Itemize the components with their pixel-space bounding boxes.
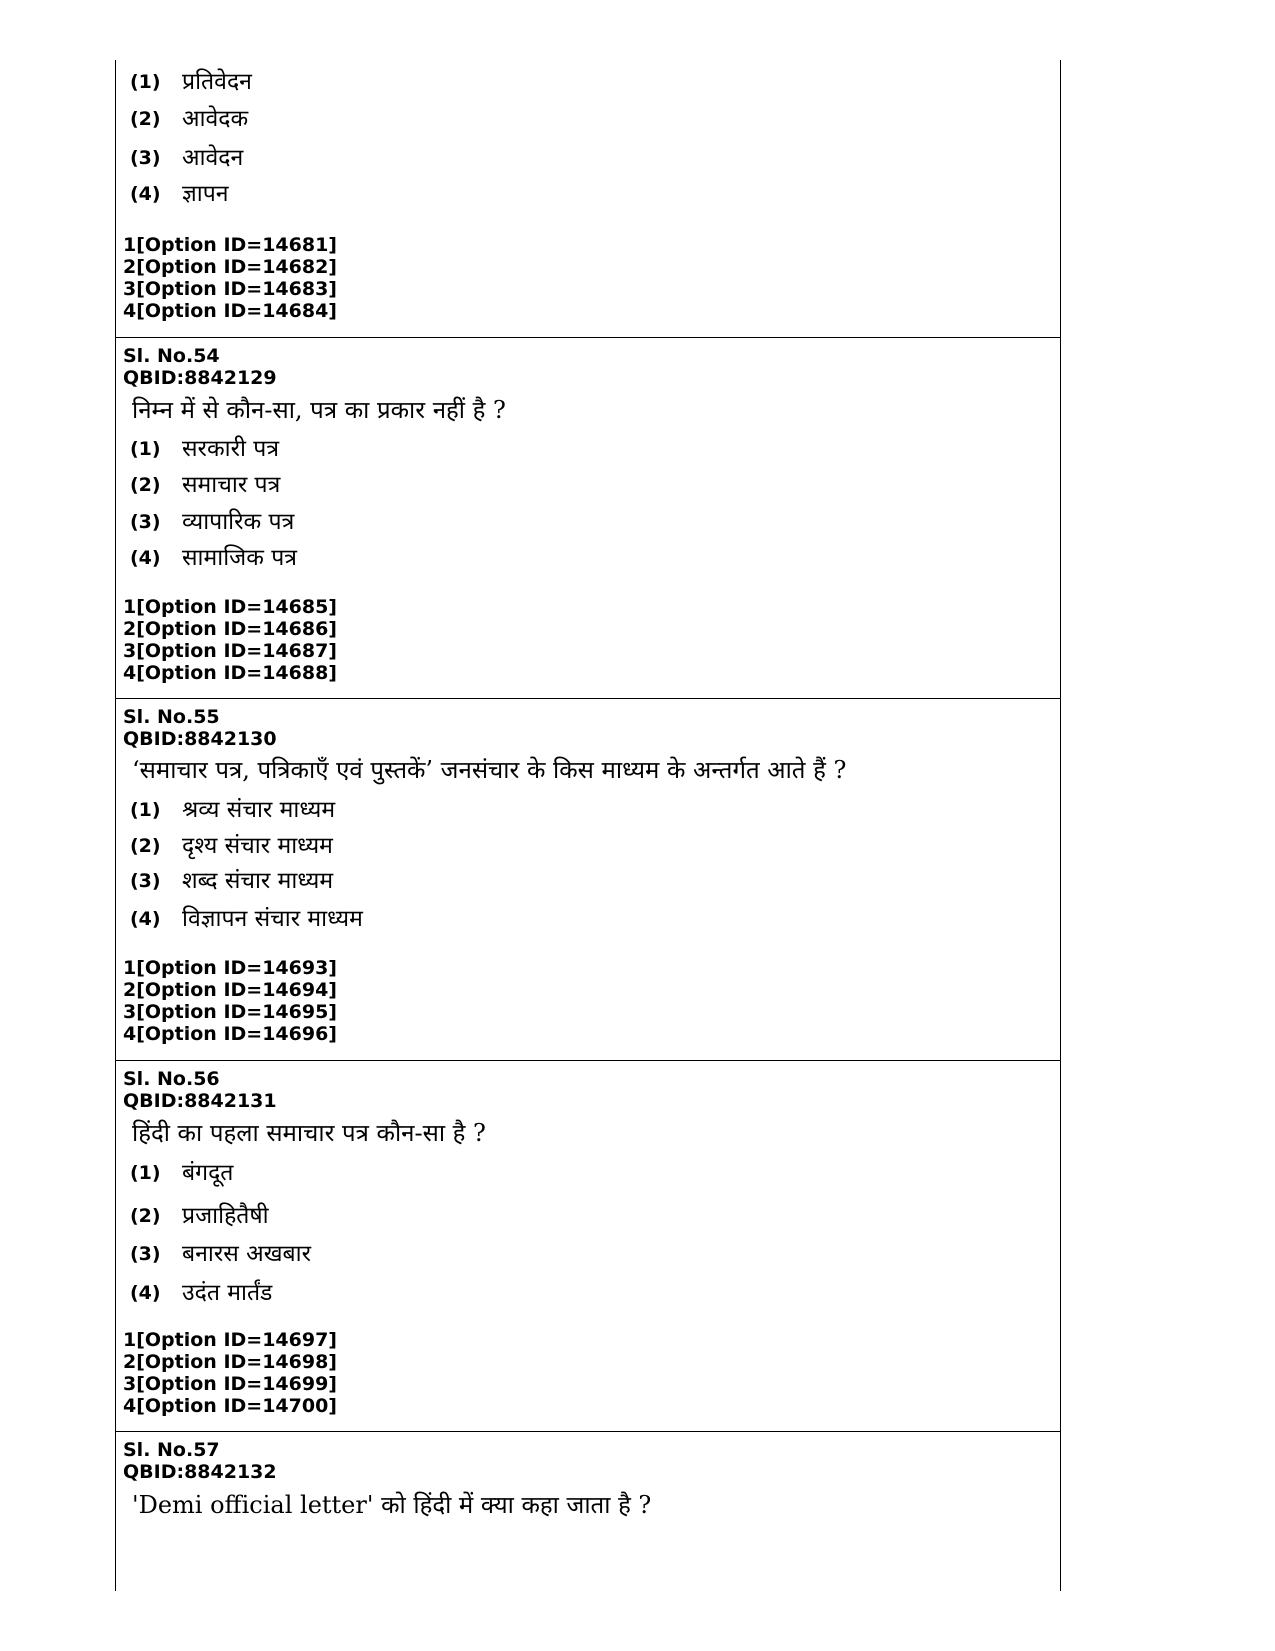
option-text: प्रजाहितैषी <box>182 1203 269 1229</box>
option-text: बंगदूत <box>182 1160 234 1186</box>
option-id: 3[Option ID=14699] <box>123 1373 337 1395</box>
option-number: (2) <box>130 1205 161 1227</box>
question-block <box>116 1431 1060 1592</box>
option-row <box>116 103 1060 135</box>
option-id: 3[Option ID=14687] <box>123 640 337 662</box>
option-number: (2) <box>130 108 161 130</box>
option-text: उदंत मार्तंड <box>182 1280 273 1306</box>
option-text: विज्ञापन संचार माध्यम <box>182 906 363 932</box>
option-id: 4[Option ID=14684] <box>123 300 337 322</box>
option-id: 1[Option ID=14697] <box>123 1329 337 1351</box>
option-text: सामाजिक पत्र <box>182 545 297 571</box>
option-number: (1) <box>130 1162 161 1184</box>
option-id: 2[Option ID=14698] <box>123 1351 337 1373</box>
option-id: 3[Option ID=14695] <box>123 1001 337 1023</box>
option-row <box>116 542 1060 574</box>
serial-number: Sl. No.56 <box>123 1068 220 1090</box>
question-text: निम्न में से कौन-सा, पत्र का प्रकार नहीं है ? <box>132 396 506 424</box>
option-row <box>116 1200 1060 1232</box>
option-row <box>116 433 1060 465</box>
option-number: (1) <box>130 71 161 93</box>
option-number: (3) <box>130 511 161 533</box>
option-number: (4) <box>130 1282 161 1304</box>
option-text: व्यापारिक पत्र <box>182 509 295 535</box>
option-id: 4[Option ID=14700] <box>123 1395 337 1417</box>
option-row <box>116 178 1060 210</box>
option-number: (1) <box>130 799 161 821</box>
option-text: श्रव्य संचार माध्यम <box>182 797 336 823</box>
option-id: 2[Option ID=14682] <box>123 256 337 278</box>
option-text: आवेदन <box>182 145 244 171</box>
option-row <box>116 142 1060 174</box>
option-number: (3) <box>130 1243 161 1265</box>
question-block <box>116 1060 1060 1432</box>
option-text: ज्ञापन <box>182 181 229 207</box>
question-block <box>116 698 1060 1061</box>
question-text: 'Demi official letter' को हिंदी में क्या कहा जाता है ? <box>132 1491 652 1519</box>
option-id: 2[Option ID=14694] <box>123 979 337 1001</box>
option-number: (3) <box>130 147 161 169</box>
option-text: शब्द संचार माध्यम <box>182 868 334 894</box>
question-block-continued <box>116 60 1060 347</box>
serial-number: Sl. No.57 <box>123 1439 220 1461</box>
option-row <box>116 903 1060 935</box>
option-number: (1) <box>130 438 161 460</box>
question-text: हिंदी का पहला समाचार पत्र कौन-सा है ? <box>132 1119 486 1147</box>
option-text: समाचार पत्र <box>182 472 281 498</box>
option-row <box>116 1238 1060 1270</box>
serial-number: Sl. No.55 <box>123 706 220 728</box>
qbid: QBID:8842131 <box>123 1090 277 1112</box>
question-sheet <box>115 60 1061 1591</box>
option-text: आवेदक <box>182 106 249 132</box>
option-number: (2) <box>130 474 161 496</box>
option-id: 2[Option ID=14686] <box>123 618 337 640</box>
option-text: दृश्य संचार माध्यम <box>182 833 333 859</box>
question-text: ‘समाचार पत्र, पत्रिकाएँ एवं पुस्तकें’ जनसंचार के किस माध्यम के अन्तर्गत आते हैं ? <box>132 756 847 784</box>
qbid: QBID:8842130 <box>123 728 277 750</box>
option-row <box>116 469 1060 501</box>
option-id: 1[Option ID=14685] <box>123 596 337 618</box>
option-text: प्रतिवेदन <box>182 69 252 95</box>
option-id: 1[Option ID=14681] <box>123 234 337 256</box>
option-number: (2) <box>130 835 161 857</box>
option-row <box>116 794 1060 826</box>
option-text: सरकारी पत्र <box>182 436 280 462</box>
option-row <box>116 830 1060 862</box>
option-id: 1[Option ID=14693] <box>123 957 337 979</box>
serial-number: Sl. No.54 <box>123 345 220 367</box>
qbid: QBID:8842129 <box>123 367 277 389</box>
option-number: (3) <box>130 870 161 892</box>
option-id: 4[Option ID=14696] <box>123 1023 337 1045</box>
option-row <box>116 865 1060 897</box>
option-id: 4[Option ID=14688] <box>123 662 337 684</box>
question-block <box>116 337 1060 699</box>
option-number: (4) <box>130 183 161 205</box>
option-id: 3[Option ID=14683] <box>123 278 337 300</box>
option-row <box>116 66 1060 98</box>
option-number: (4) <box>130 908 161 930</box>
qbid: QBID:8842132 <box>123 1461 277 1483</box>
option-number: (4) <box>130 547 161 569</box>
option-text: बनारस अखबार <box>182 1241 312 1267</box>
option-row <box>116 1277 1060 1309</box>
option-row <box>116 1157 1060 1189</box>
option-row <box>116 506 1060 538</box>
